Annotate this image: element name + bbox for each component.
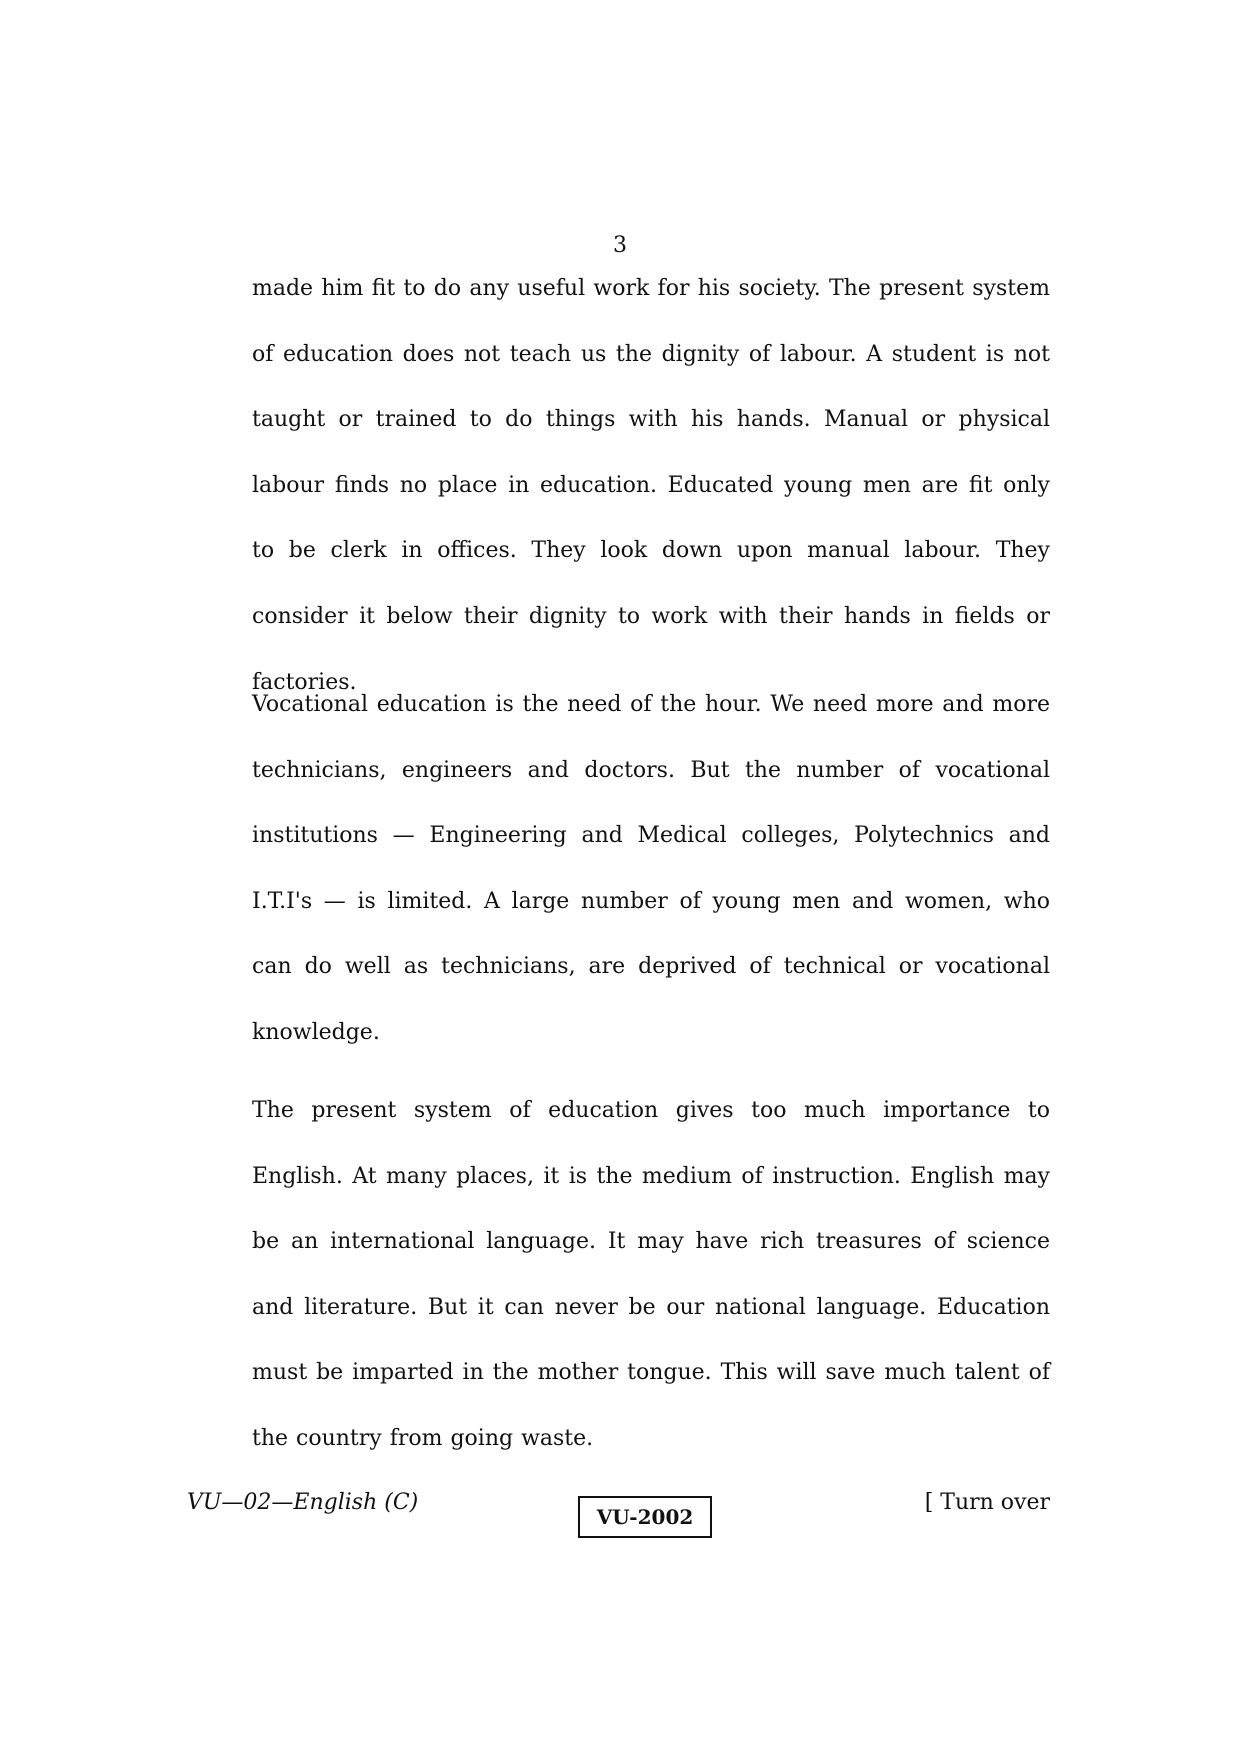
page-number: 3: [613, 233, 627, 258]
paragraph-english-medium: The present system of education gives too much importance to English. At many places, it is the medium of instruction. English may be an international language. It may have rich treasures of science and literature. But it can never be our national language. Education must be imparted in the mother tongue. This will save much talent of the country from going waste.: [252, 1098, 1050, 1451]
footer-code-box: VU-2002: [578, 1496, 712, 1538]
paragraph-dignity-of-labour: made him fit to do any useful work for his society. The present system of education does not teach us the dignity of labour. A student is not taught or trained to do things with his hands. Manual or physical labour finds no place in education. Educated young men are fit only to be clerk in offices. They look down upon manual labour. They consider it below their dignity to work with their hands in fields or factories.: [252, 276, 1050, 695]
footer-paper-code: VU—02—English (C): [187, 1490, 419, 1515]
paragraph-vocational-education: Vocational education is the need of the hour. We need more and more technicians, engineers and doctors. But the number of vocational institutions — Engineering and Medical colleges, Polytechnics and I.T.I's — is limited. A large number of young men and women, who can do well as technicians, are deprived of technical or vocational knowledge.: [252, 692, 1050, 1045]
footer-turn-over: [ Turn over: [924, 1490, 1050, 1515]
